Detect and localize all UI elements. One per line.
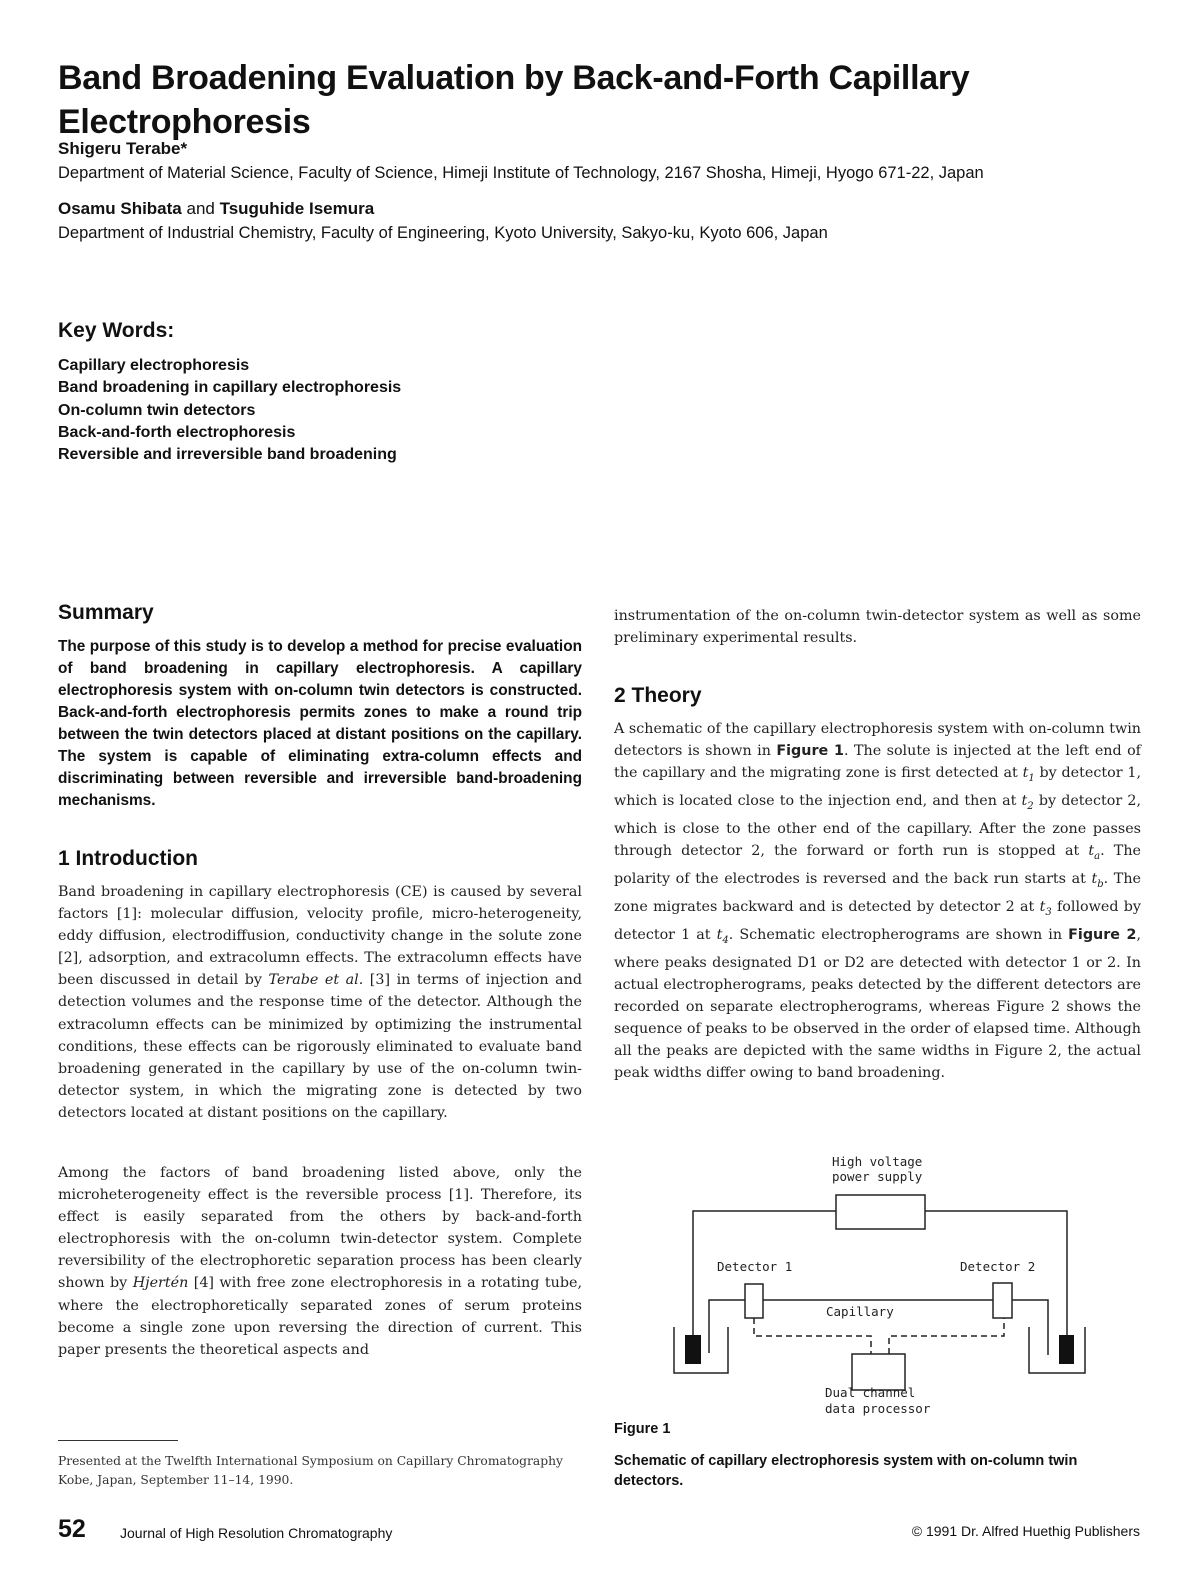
keyword-item: On-column twin detectors: [58, 401, 256, 419]
theory-heading: 2 Theory: [614, 684, 702, 707]
power-supply-box: [836, 1195, 925, 1229]
text-segment: by detector 1, which is located close to the injection end, and then at: [614, 765, 1141, 810]
left-electrode: [685, 1335, 701, 1364]
summary-heading: Summary: [58, 601, 154, 624]
power-supply-label-2: power supply: [832, 1169, 923, 1184]
right-buffer-vial: [1029, 1327, 1085, 1373]
subscript: b: [1097, 879, 1104, 890]
text-segment: Terabe et al.: [268, 972, 364, 989]
copyright: © 1991 Dr. Alfred Huethig Publishers: [911, 1523, 1140, 1539]
power-supply-label-1: High voltage: [832, 1154, 923, 1169]
summary-text: The purpose of this study is to develop a method for precise evaluation of band broadening in capillary electrophoresis. A capillary electrophoresis system with on-column twin detectors is constructed. Back-and-forth electrophoresis permits zones to make a round trip between the twin detectors placed at distant positions on the capillary. The system is capable of eliminating extra-column effects and discriminating between reversible and irreversible band-broadening mechanisms.: [58, 638, 582, 809]
text-segment: t: [1022, 765, 1029, 782]
text-segment: by detector 2, which is close to the other end of the capillary. After the zone passes through detector 2, the forward or forth run is stopped at: [614, 793, 1141, 860]
author-conjunction: and: [181, 199, 220, 218]
subscript: a: [1094, 851, 1101, 863]
author-terabe: Shigeru Terabe*: [58, 139, 188, 158]
affiliation-kyoto: Department of Industrial Chemistry, Faculty of Engineering, Kyoto University, Sakyo-ku, Kyoto 606, Japan: [58, 224, 828, 242]
text-segment: t: [1021, 793, 1028, 810]
detector-2-label: Detector 2: [960, 1259, 1036, 1274]
journal-name: Journal of High Resolution Chromatography: [120, 1525, 393, 1541]
right-electrode: [1059, 1335, 1074, 1364]
figure-reference: Figure 1: [776, 743, 844, 760]
keyword-item: Capillary electrophoresis: [58, 357, 250, 374]
text-segment: [3] in terms of injection and detection volumes and the response time of the detector. Although the extracolumn effects can be minimized by optimizing the instrumental conditions, these effects can be rigorously eliminated to evaluate band broadening generated in the capillary by use of the on-column twin-detector system, in which the migrating zone is detected by two detectors located at distant positions on the capillary.: [58, 972, 582, 1121]
detector-1-signal-line: [754, 1318, 871, 1354]
detector-1-box: [745, 1284, 763, 1318]
footnote-divider: [58, 1440, 178, 1441]
text-segment: t: [716, 927, 723, 944]
keyword-item: Reversible and irreversible band broadening: [58, 446, 397, 464]
introduction-continuation: instrumentation of the on-column twin-detector system as well as some preliminary experimental results.: [614, 608, 1141, 647]
subscript: 4: [722, 934, 729, 946]
text-segment: A schematic of the capillary electrophoresis system with on-column twin detectors is shown in: [614, 721, 1141, 760]
detector-2-signal-line: [889, 1318, 1004, 1354]
text-segment: t: [1088, 843, 1095, 860]
text-segment: t: [1091, 871, 1098, 888]
processor-label-2: data processor: [825, 1401, 931, 1416]
figure-1-label: Figure 1: [614, 1421, 671, 1437]
text-segment: . The zone migrates backward and is detected by detector 2 at: [614, 871, 1141, 916]
author-isemura: Tsuguhide Isemura: [219, 199, 375, 218]
keyword-item: Back-and-forth electrophoresis: [58, 423, 296, 441]
text-segment: [4] with free zone electrophoresis in a rotating tube, where the electrophoretically separated zones of serum proteins become a single zone upon reversing the direction of current. This paper presents the theoretical aspects and: [58, 1275, 582, 1358]
figure-reference: Figure 2: [1068, 927, 1137, 944]
processor-label-1: Dual channel: [825, 1385, 916, 1400]
text-segment: , where peaks designated D1 or D2 are detected with detector 1 or 2. In actual electropherograms, peaks detected by the different detectors are recorded on separate electropherograms, whereas Figure 2 shows the sequence of peaks to be observed in the order of elapsed time. Although all the peaks are depicted with the same widths in Figure 2, the actual peak widths differ owing to band broadening.: [614, 927, 1141, 1082]
text-segment: . The polarity of the electrodes is reversed and the back run starts at: [614, 843, 1141, 888]
text-segment: Hjertén: [132, 1275, 189, 1292]
figure-1-caption: Schematic of capillary electrophoresis system with on-column twin detectors.: [614, 1453, 1078, 1489]
text-segment: . The solute is injected at the left end of the capillary and the migrating zone is first detected at: [614, 743, 1141, 782]
text-segment: Among the factors of band broadening listed above, only the microheterogeneity effect is the reversible process [1]. Therefore, its effect is easily separated from the others by back-and-forth electrophoresis with the on-column twin-detector system. Complete reversibility of the electrophoretic separation process has been clearly shown by: [58, 1165, 582, 1292]
footnote: Presented at the Twelfth International Symposium on Capillary Chromatography Kobe, Japan, September 11–14, 1990.: [58, 1454, 563, 1487]
text-segment: t: [1039, 899, 1046, 916]
page-number: 52: [58, 1515, 86, 1543]
text-segment: . Schematic electropherograms are shown in: [728, 927, 1069, 944]
text-segment: Band broadening in capillary electrophoresis (CE) is caused by several factors [1]: molecular diffusion, velocity profile, micro-heterogeneity, eddy diffusion, electrodiffusion, conductivity change in the solute zone [2], adsorption, and extracolumn effects. The extracolumn effects have been discussed in detail by: [58, 884, 582, 989]
author-shibata: Osamu Shibata: [58, 199, 182, 218]
paper-title: Band Broadening Evaluation by Back-and-Forth Capillary Electrophoresis: [58, 58, 970, 141]
subscript: 1: [1028, 773, 1035, 785]
detector-1-label: Detector 1: [717, 1259, 793, 1274]
capillary-label: Capillary: [826, 1304, 894, 1319]
detector-2-box: [993, 1283, 1012, 1318]
text-segment: followed by detector 1 at: [614, 899, 1141, 944]
introduction-heading: 1 Introduction: [58, 847, 198, 870]
subscript: 2: [1027, 801, 1034, 812]
keywords-heading: Key Words:: [58, 319, 175, 342]
keyword-item: Band broadening in capillary electrophoresis: [58, 379, 402, 397]
subscript: 3: [1045, 906, 1052, 918]
affiliation-himeji: Department of Material Science, Faculty of Science, Himeji Institute of Technology, 2167 Shosha, Himeji, Hyogo 671-22, Japan: [58, 164, 984, 182]
